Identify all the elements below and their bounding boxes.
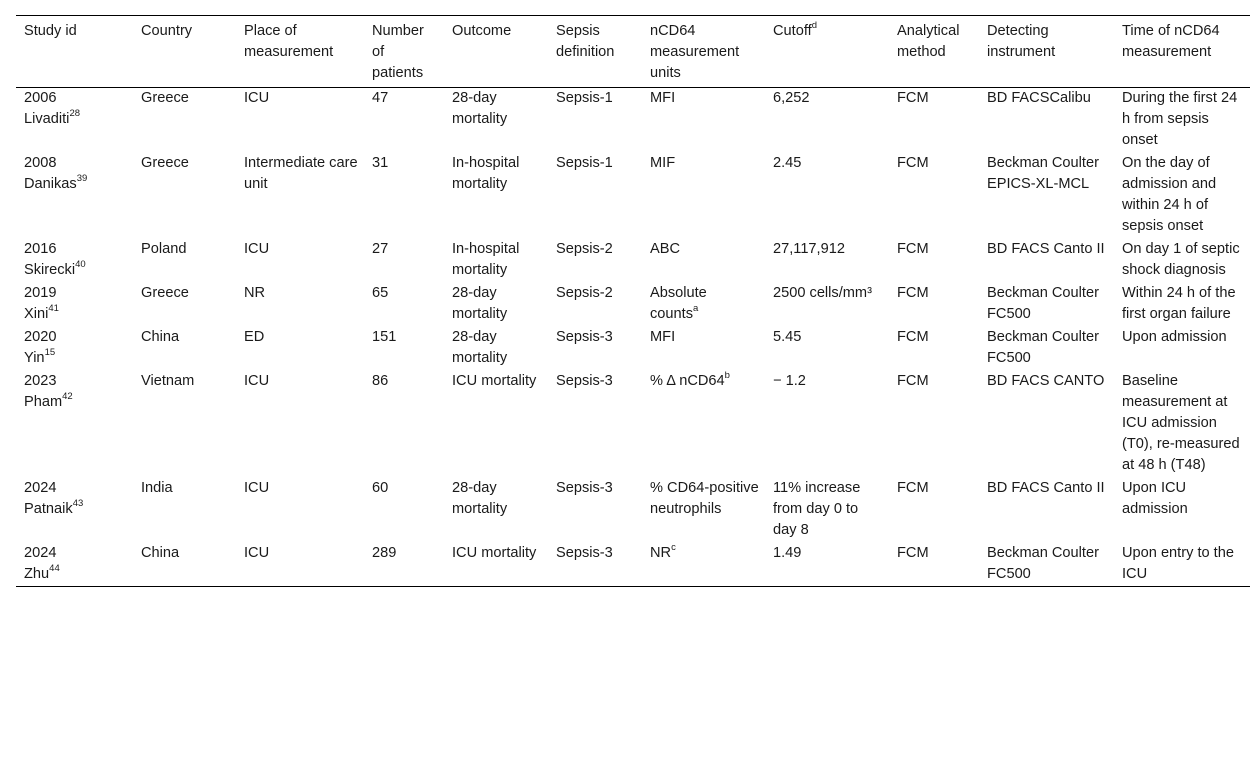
column-header: [1114, 16, 1250, 88]
units-cell: [642, 326, 765, 370]
units-cell: [642, 477, 765, 542]
place-cell: ICU: [244, 373, 270, 389]
study-author: Livaditi: [24, 111, 70, 127]
patients-cell: 65: [372, 285, 389, 301]
units-text: MIF: [650, 155, 676, 171]
study-author: Pham: [24, 394, 63, 410]
sepsis-definition-cell: Sepsis-3: [556, 545, 613, 561]
header-row: [16, 16, 1250, 88]
time-cell: Within 24 h of the first organ failure: [1122, 285, 1236, 322]
sepsis-definition-cell: Sepsis-2: [556, 241, 613, 257]
patients-cell: 60: [372, 480, 389, 496]
country-cell: Vietnam: [141, 373, 195, 389]
instrument-cell: Beckman Coulter FC500: [987, 545, 1099, 582]
place-cell: ICU: [244, 241, 270, 257]
instrument-cell: Beckman Coulter EPICS-XL-MCL: [987, 155, 1099, 192]
outcome-cell: 28-day mortality: [452, 285, 508, 322]
column-header: [236, 16, 364, 88]
instrument-cell: BD FACS Canto II: [987, 241, 1105, 257]
units-text: % Δ nCD64: [650, 373, 725, 389]
study-year: 2019: [24, 285, 57, 301]
table-row: [16, 88, 1250, 153]
instrument-cell: Beckman Coulter FC500: [987, 285, 1099, 322]
sepsis-definition-cell: Sepsis-3: [556, 329, 613, 345]
patients-cell: 151: [372, 329, 397, 345]
study-ref: 41: [48, 303, 59, 315]
country-cell: Greece: [141, 285, 189, 301]
units-cell: [642, 542, 765, 587]
sepsis-definition-cell: Sepsis-3: [556, 373, 613, 389]
study-author: Danikas: [24, 176, 77, 192]
place-cell: Intermediate care unit: [244, 155, 358, 192]
column-header: [16, 16, 133, 88]
study-id-cell: [16, 370, 133, 477]
study-author: Zhu: [24, 566, 50, 582]
method-cell: FCM: [897, 241, 929, 257]
table-row: [16, 238, 1250, 282]
method-cell: FCM: [897, 155, 929, 171]
units-cell: [642, 370, 765, 477]
method-cell: FCM: [897, 373, 929, 389]
study-author: Yin: [24, 350, 45, 366]
units-cell: [642, 282, 765, 326]
study-year: 2008: [24, 155, 57, 171]
instrument-cell: BD FACS CANTO: [987, 373, 1105, 389]
country-cell: China: [141, 545, 180, 561]
method-cell: FCM: [897, 480, 929, 496]
patients-cell: 31: [372, 155, 389, 171]
table-row: [16, 326, 1250, 370]
country-cell: China: [141, 329, 180, 345]
column-header-label: Sepsis definition: [556, 23, 615, 60]
study-id-cell: [16, 238, 133, 282]
column-header: [642, 16, 765, 88]
column-header-label: Detecting instrument: [987, 23, 1056, 60]
outcome-cell: In-hospital mortality: [452, 155, 520, 192]
study-year: 2024: [24, 545, 57, 561]
cutoff-cell: 2500 cells/mm³: [773, 285, 872, 301]
units-footnote: c: [671, 542, 676, 554]
study-ref: 43: [72, 498, 84, 510]
column-header-label: nCD64 measurement units: [650, 23, 740, 81]
column-header-label: Cutoff: [773, 23, 812, 39]
study-author: Patnaik: [24, 501, 73, 517]
sepsis-definition-cell: Sepsis-2: [556, 285, 613, 301]
study-ref: 39: [76, 173, 88, 185]
time-cell: On the day of admission and within 24 h of sepsis onset: [1122, 155, 1217, 234]
cutoff-cell: 6,252: [773, 90, 810, 106]
units-text: MFI: [650, 90, 676, 106]
study-ref: 42: [62, 391, 73, 403]
table-row: [16, 542, 1250, 587]
outcome-cell: 28-day mortality: [452, 329, 508, 366]
study-ref: 15: [44, 347, 56, 359]
method-cell: FCM: [897, 329, 929, 345]
patients-cell: 27: [372, 241, 389, 257]
sepsis-definition-cell: Sepsis-3: [556, 480, 613, 496]
patients-cell: 47: [372, 90, 389, 106]
outcome-cell: 28-day mortality: [452, 480, 508, 517]
units-footnote: b: [724, 370, 730, 382]
country-cell: Poland: [141, 241, 187, 257]
column-header-label: Study id: [24, 23, 77, 39]
table-row: [16, 477, 1250, 542]
outcome-cell: 28-day mortality: [452, 90, 508, 127]
study-ref: 44: [49, 563, 60, 575]
units-cell: [642, 152, 765, 238]
study-table: [16, 15, 1250, 587]
place-cell: ED: [244, 329, 265, 345]
units-text: MFI: [650, 329, 676, 345]
study-ref: 28: [69, 108, 81, 120]
time-cell: Upon ICU admission: [1122, 480, 1188, 517]
time-cell: On day 1 of septic shock diagnosis: [1122, 241, 1240, 278]
column-header-label: Number of patients: [372, 23, 424, 81]
column-header-label: Outcome: [452, 23, 512, 39]
time-cell: Baseline measurement at ICU admission (T0), re-measured at 48 h (T48): [1122, 373, 1240, 473]
column-header: [364, 16, 444, 88]
study-id-cell: [16, 282, 133, 326]
study-id-cell: [16, 326, 133, 370]
units-cell: [642, 238, 765, 282]
place-cell: ICU: [244, 545, 270, 561]
instrument-cell: Beckman Coulter FC500: [987, 329, 1099, 366]
study-ref: 40: [75, 259, 86, 271]
cutoff-cell: 5.45: [773, 329, 802, 345]
study-id-cell: [16, 542, 133, 587]
column-header-label: Country: [141, 23, 193, 39]
cutoff-cell: − 1.2: [773, 373, 806, 389]
table-header: [16, 16, 1250, 88]
study-author: Skirecki: [24, 262, 76, 278]
country-cell: India: [141, 480, 173, 496]
sepsis-definition-cell: Sepsis-1: [556, 155, 613, 171]
outcome-cell: ICU mortality: [452, 545, 537, 561]
column-header-label: Time of nCD64 measurement: [1122, 23, 1220, 60]
units-text: NR: [650, 545, 672, 561]
outcome-cell: In-hospital mortality: [452, 241, 520, 278]
cutoff-cell: 27,117,912: [773, 241, 845, 257]
method-cell: FCM: [897, 545, 929, 561]
study-id-cell: [16, 477, 133, 542]
place-cell: ICU: [244, 90, 270, 106]
place-cell: NR: [244, 285, 266, 301]
cutoff-cell: 1.49: [773, 545, 802, 561]
table-body: [16, 88, 1250, 587]
column-header-footnote: d: [811, 20, 817, 32]
column-header: [548, 16, 642, 88]
method-cell: FCM: [897, 90, 929, 106]
units-text: ABC: [650, 241, 681, 257]
units-text: % CD64-positive neutrophils: [650, 480, 759, 517]
instrument-cell: BD FACSCalibu: [987, 90, 1091, 106]
cutoff-cell: 2.45: [773, 155, 802, 171]
column-header: [979, 16, 1114, 88]
column-header: [133, 16, 236, 88]
column-header: [889, 16, 979, 88]
units-cell: [642, 88, 765, 153]
time-cell: During the first 24 h from sepsis onset: [1122, 90, 1238, 148]
time-cell: Upon admission: [1122, 329, 1227, 345]
study-year: 2016: [24, 241, 57, 257]
cutoff-cell: 11% increase from day 0 to day 8: [773, 480, 861, 538]
place-cell: ICU: [244, 480, 270, 496]
table-row: [16, 370, 1250, 477]
study-id-cell: [16, 88, 133, 153]
country-cell: Greece: [141, 155, 189, 171]
study-id-cell: [16, 152, 133, 238]
country-cell: Greece: [141, 90, 189, 106]
patients-cell: 289: [372, 545, 397, 561]
table-row: [16, 282, 1250, 326]
study-year: 2023: [24, 373, 57, 389]
instrument-cell: BD FACS Canto II: [987, 480, 1105, 496]
method-cell: FCM: [897, 285, 929, 301]
column-header-label: Analytical method: [897, 23, 960, 60]
column-header: [444, 16, 548, 88]
patients-cell: 86: [372, 373, 389, 389]
sepsis-definition-cell: Sepsis-1: [556, 90, 613, 106]
study-year: 2024: [24, 480, 57, 496]
study-year: 2020: [24, 329, 57, 345]
column-header-label: Place of measurement: [244, 23, 334, 60]
outcome-cell: ICU mortality: [452, 373, 537, 389]
table-row: [16, 152, 1250, 238]
study-author: Xini: [24, 306, 49, 322]
time-cell: Upon entry to the ICU: [1122, 545, 1234, 582]
units-footnote: a: [693, 303, 699, 315]
column-header: [765, 16, 889, 88]
study-year: 2006: [24, 90, 57, 106]
units-text: Absolute counts: [650, 285, 707, 322]
